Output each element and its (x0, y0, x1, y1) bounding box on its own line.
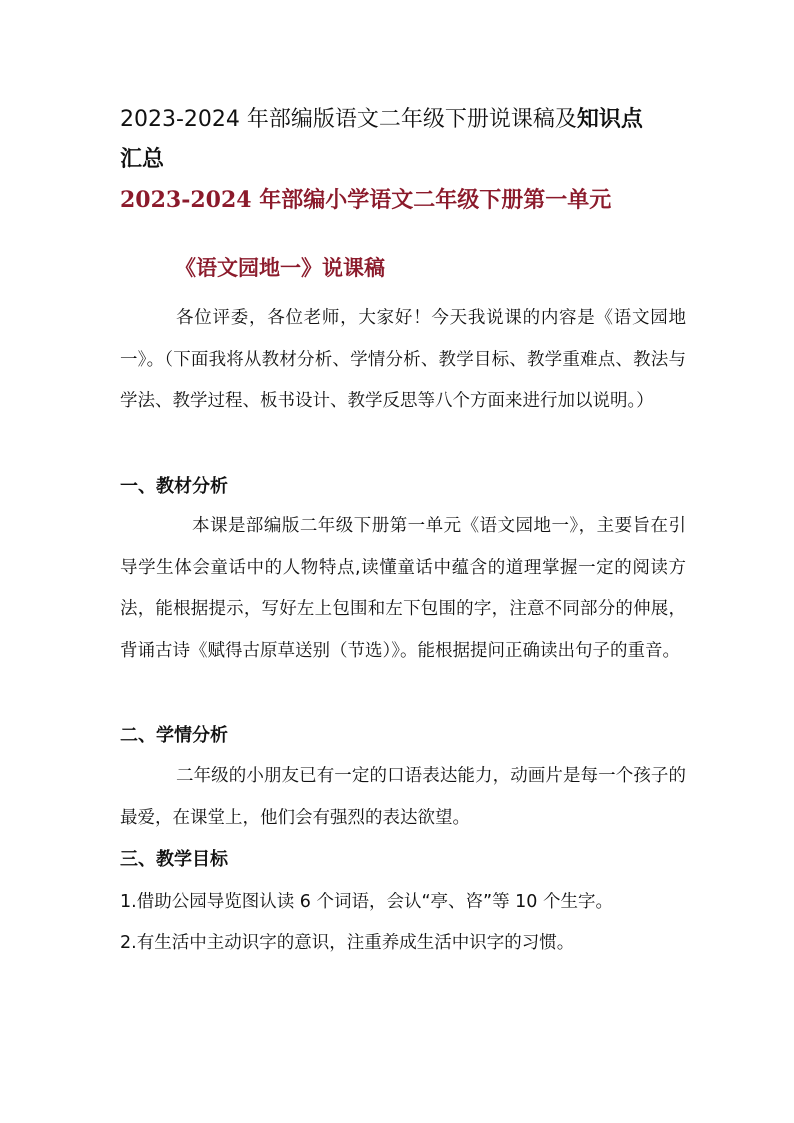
section-heading-teaching-goals: 三、教学目标 (120, 849, 228, 870)
student-analysis-paragraph: 二年级的小朋友已有一定的口语表达能力，动画片是每一个孩子的最爱，在课堂上，他们会有强烈的表达欲望。 (120, 766, 686, 828)
lesson-title: 《语文园地一》说课稿 (175, 256, 385, 280)
textbook-analysis-paragraph: 本课是部编版二年级下册第一单元《语文园地一》，主要旨在引导学生体会童话中的人物特点,读懂童话中蕴含的道理掌握一定的阅读方法，能根据提示，写好左上包围和左下包围的字，注意不同部分的伸展，背诵古诗《赋得古原草送别（节选）》。能根据提问正确读出句子的重音。 (120, 516, 686, 661)
document-title-bold-part: 知识点 (576, 107, 643, 132)
section-heading-student-analysis: 二、学情分析 (120, 725, 228, 746)
section-heading-textbook-analysis: 一、教材分析 (120, 476, 228, 497)
teaching-goal-item: 1.借助公园导览图认读 6 个词语，会认“亭、咨”等 10 个生字。 (120, 892, 613, 912)
teaching-goal-item: 2.有生活中主动识字的意识，注重养成生活中识字的习惯。 (120, 933, 575, 953)
unit-title: 2023-2024 年部编小学语文二年级下册第一单元 (120, 187, 612, 213)
document-title-main: 2023-2024 年部编版语文二年级下册说课稿及 (120, 107, 577, 132)
document-title-bold-part-2: 汇总 (120, 147, 165, 172)
document-title (120, 100, 690, 180)
intro-paragraph: 各位评委，各位老师，大家好！今天我说课的内容是《语文园地一》。（下面我将从教材分析、学情分析、教学目标、教学重难点、教法与学法、教学过程、板书设计、教学反思等八个方面来进行加以说明。） (120, 308, 686, 411)
